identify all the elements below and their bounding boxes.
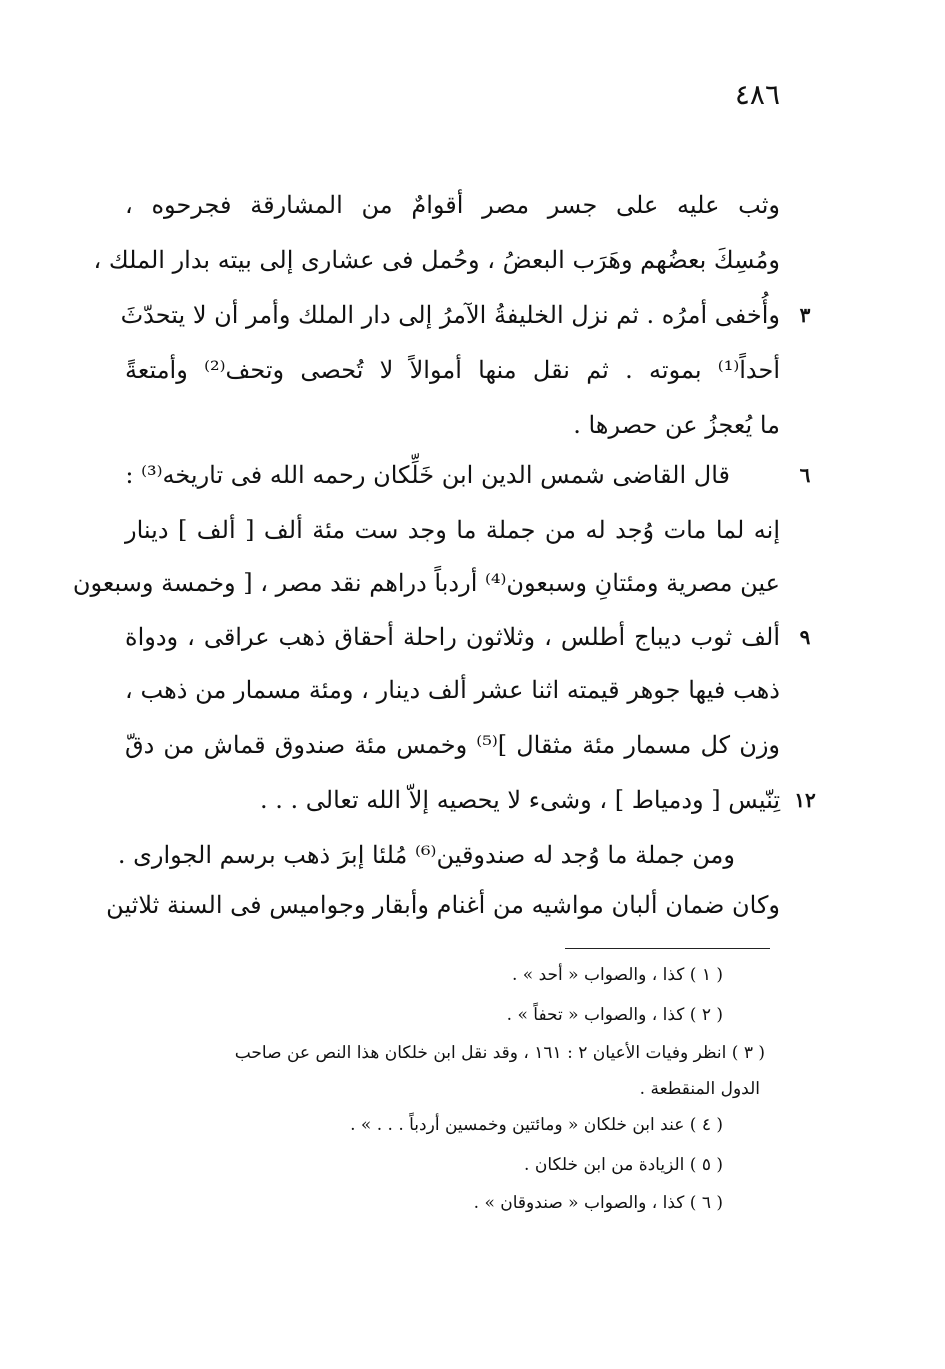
footnote: ( ٥ ) الزيادة من ابن خلكان . xyxy=(524,1155,723,1175)
text-line: وزن كل مسمار مئة مثقال ]⁽⁵⁾ وخمس مئة صندوق قماش من دقّ xyxy=(125,731,780,759)
text-line: ما يُعجزُ عن حصرها . xyxy=(573,411,780,439)
text-line: ومن جملة ما وُجد له صندوقين⁽⁶⁾ مُلئا إبرَ ذهب برسم الجوارى . xyxy=(117,841,735,869)
text-line: أحداً⁽¹⁾ بموته . ثم نقل منها أموالاً لا تُحصى وتحف⁽²⁾ وأمتعةً xyxy=(125,356,780,384)
text-line: وكان ضمان ألبان مواشيه من أغنام وأبقار وجواميس فى السنة ثلاثين xyxy=(106,891,780,919)
footnote: ( ٤ ) عند ابن خلكان « ومائتين وخمسين أردباً . . . » . xyxy=(350,1115,723,1135)
text-line: ذهب فيها جوهر قيمته اثنا عشر ألف دينار ، ومئة مسمار من ذهب ، xyxy=(125,676,780,704)
text-line: وثب عليه على جسر مصر أقوامٌ من المشارقة فجرحوه ، xyxy=(125,191,780,219)
footnote: ( ٢ ) كذا ، والصواب « تحفاً » . xyxy=(506,1005,723,1025)
footnote-continuation: الدول المنقطعة . xyxy=(639,1079,760,1099)
line-number: ١٢ xyxy=(794,788,816,812)
text-line: قال القاضى شمس الدين ابن خَلِّكان رحمه الله فى تاريخه⁽³⁾ : xyxy=(125,461,730,489)
text-line: إنه لما مات وُجد له من جملة ما وجد ست مئة ألف [ ألف ] دينار xyxy=(125,516,780,544)
footnote-separator xyxy=(565,948,770,949)
text-line: وأُخفى أمرُه . ثم نزل الخليفةُ الآمرُ إلى دار الملك وأمر أن لا يتحدّثَ xyxy=(120,301,780,329)
text-line: تِنّيس [ ودمياط ] ، وشىء لا يحصيه إلاّ الله تعالى . . . xyxy=(260,786,780,814)
text-line: عين مصرية ومئتانِ وسبعون⁽⁴⁾ أردباً دراهم نقد مصر ، [ وخمسة وسبعون xyxy=(72,569,780,597)
footnote: ( ١ ) كذا ، والصواب « أحد » . xyxy=(511,965,723,985)
line-number: ٩ xyxy=(799,625,811,649)
line-number: ٦ xyxy=(799,463,811,487)
text-line: ومُسِكَ بعضُهم وهَرَب البعضُ ، وحُمل فى عشارى إلى بيته بدار الملك ، xyxy=(93,246,780,274)
footnote: ( ٦ ) كذا ، والصواب « صندوقان » . xyxy=(473,1193,723,1213)
page-number: ٤٨٦ xyxy=(734,78,780,111)
text-line: ألف ثوب ديباج أطلس ، وثلاثون راحلة أحقاق ذهب عراقى ، ودواة xyxy=(125,623,780,651)
footnote: ( ٣ ) انظر وفيات الأعيان ٢ : ١٦١ ، وقد نقل ابن خلكان هذا النص عن صاحب xyxy=(234,1043,765,1063)
line-number: ٣ xyxy=(799,303,811,327)
